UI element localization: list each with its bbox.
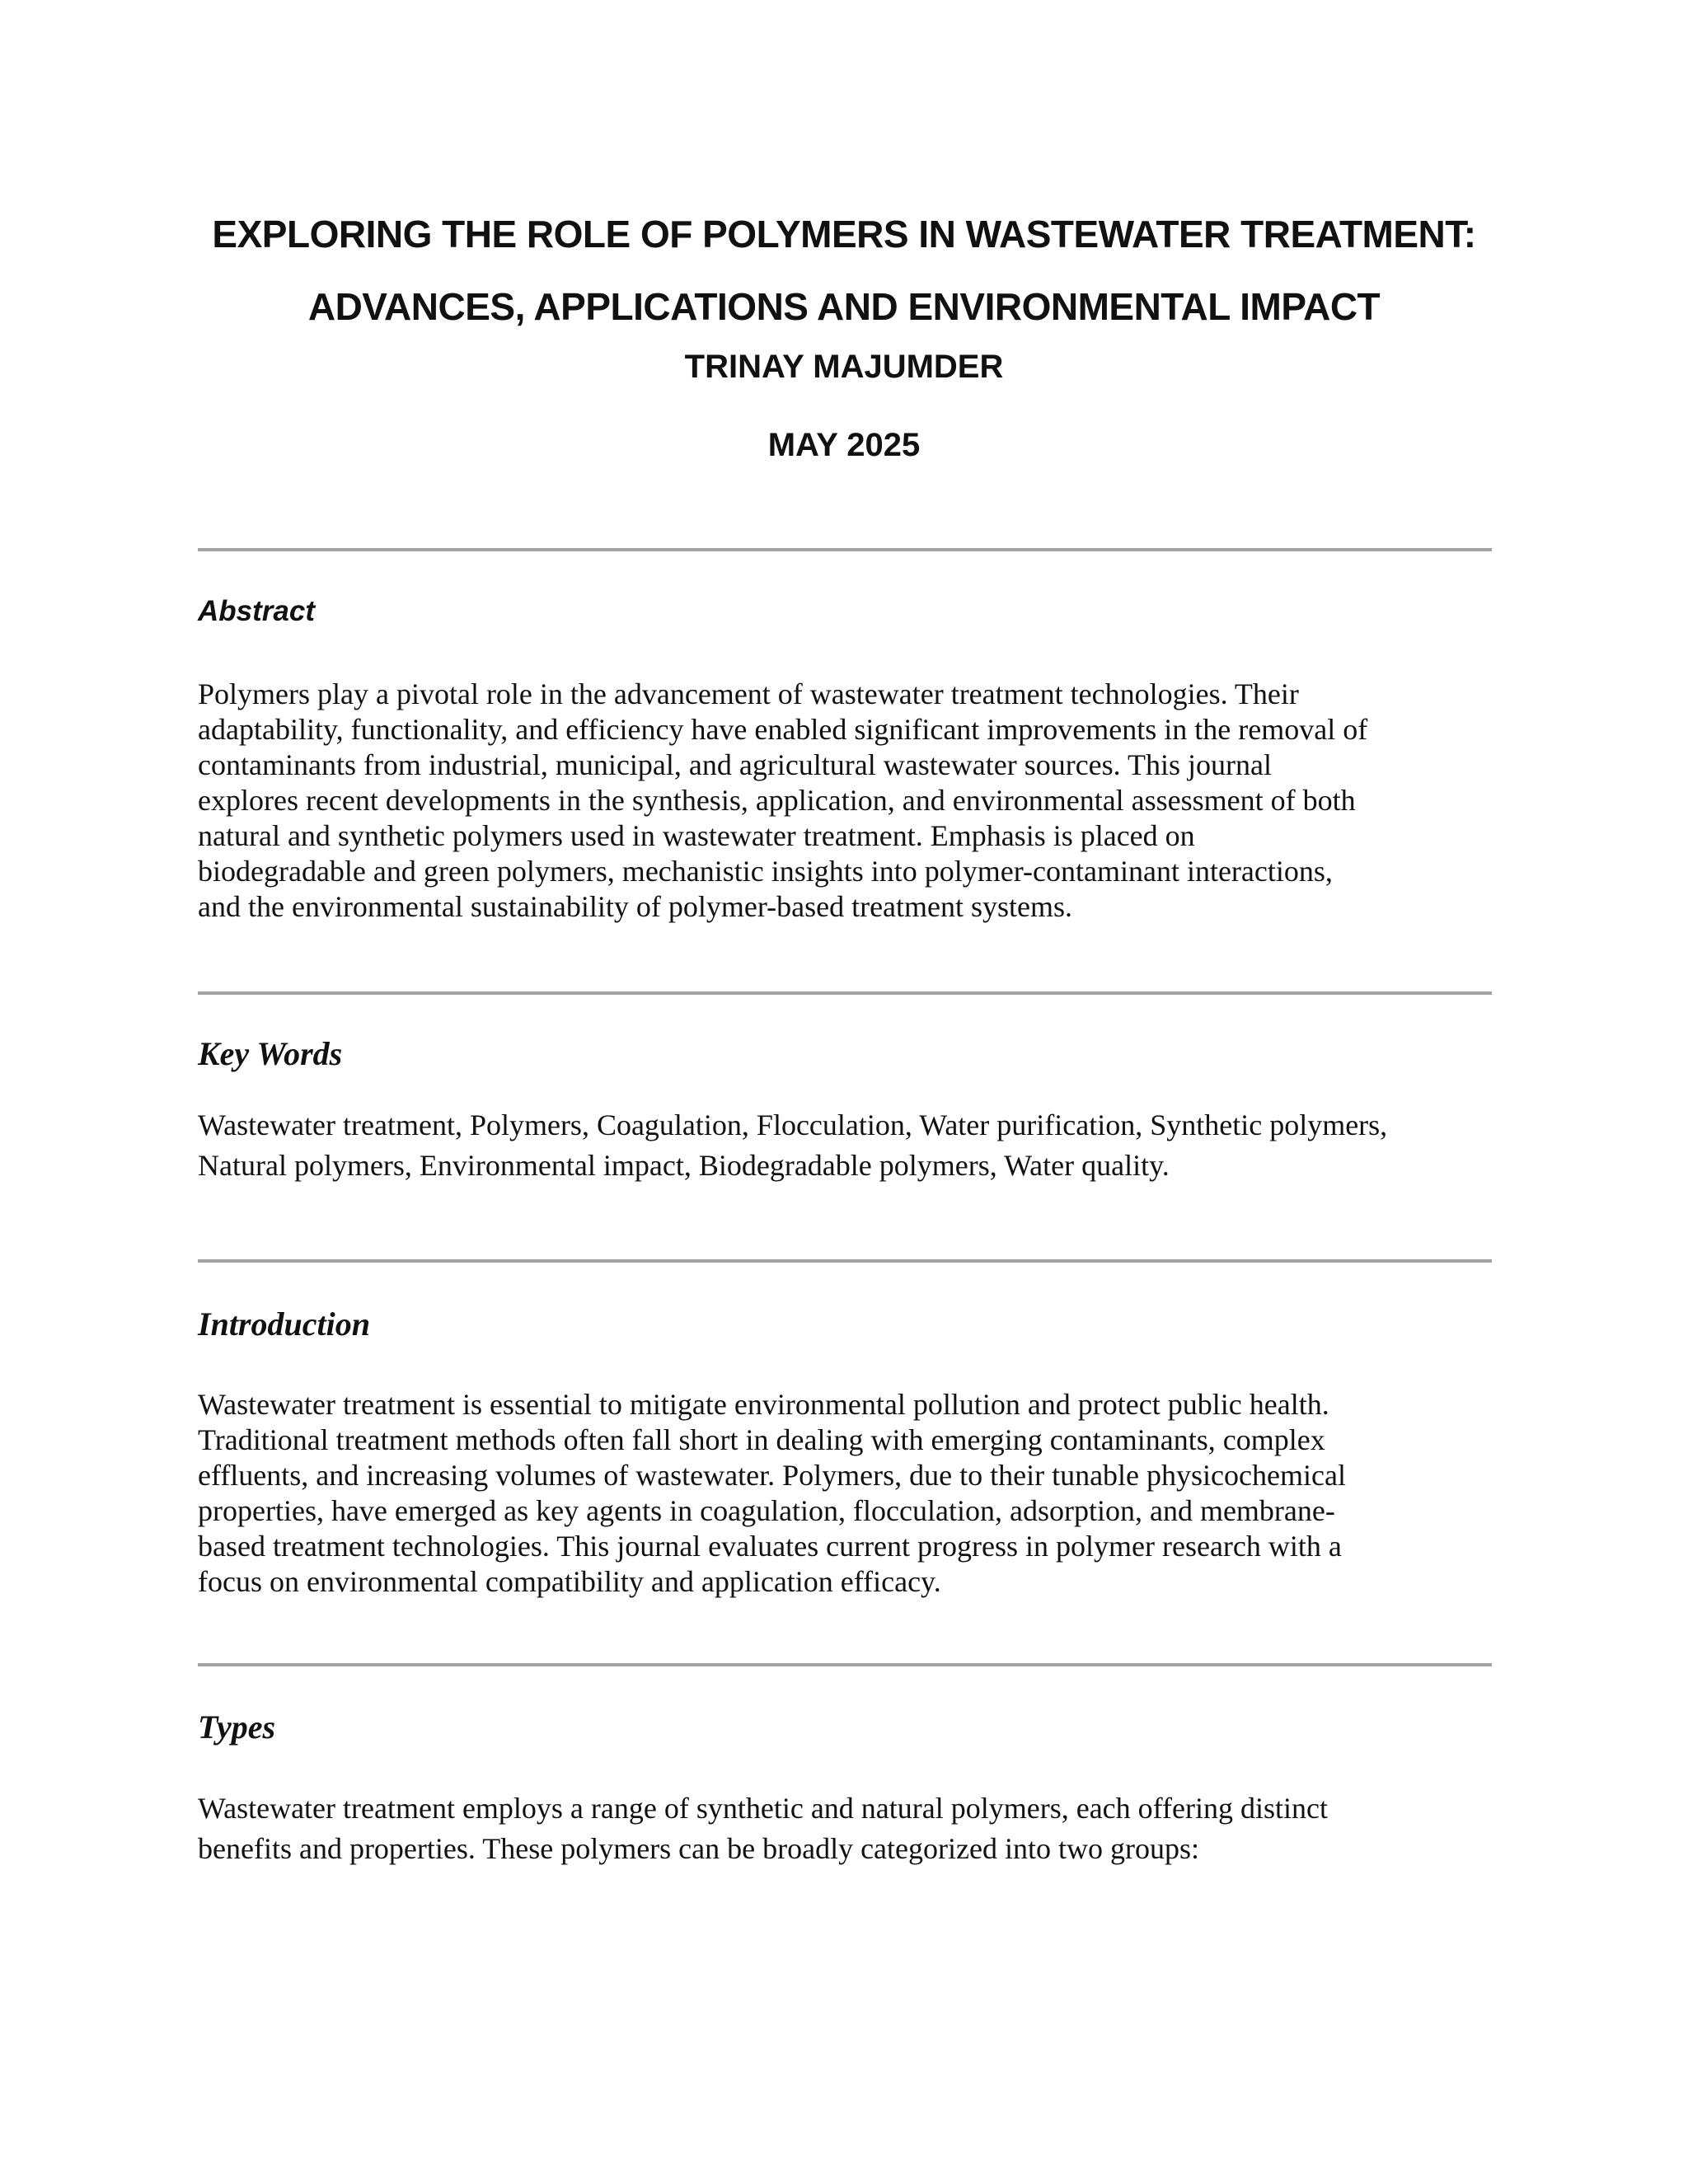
keywords-heading: Key Words: [198, 1035, 343, 1072]
publication-date: MAY 2025: [767, 427, 921, 463]
abstract-line: natural and synthetic polymers used in wastewater treatment. Emphasis is placed on: [198, 819, 1195, 852]
abstract-line: and the environmental sustainability of polymer-based treatment systems.: [198, 890, 1073, 923]
introduction-line: Wastewater treatment is essential to mitigate environmental pollution and protect public health.: [198, 1388, 1329, 1421]
section-divider: [198, 991, 1492, 995]
abstract-line: contaminants from industrial, municipal, and agricultural wastewater sources. This journal: [198, 748, 1272, 781]
title-line: ADVANCES, APPLICATIONS AND ENVIRONMENTAL IMPACT: [307, 285, 1381, 328]
abstract-text: [198, 677, 1500, 925]
introduction-line: based treatment technologies. This journal evaluates current progress in polymer research with a: [198, 1530, 1342, 1563]
keywords-text: [198, 1105, 1500, 1186]
introduction-line: focus on environmental compatibility and application efficacy.: [198, 1565, 941, 1598]
abstract-heading: Abstract: [198, 595, 315, 627]
introduction-heading: Introduction: [198, 1305, 370, 1343]
introduction-line: Traditional treatment methods often fall short in dealing with emerging contaminants, complex: [198, 1423, 1325, 1456]
introduction-line: effluents, and increasing volumes of wastewater. Polymers, due to their tunable physicochemical: [198, 1459, 1346, 1492]
abstract-line: adaptability, functionality, and efficiency have enabled significant improvements in the removal of: [198, 713, 1368, 746]
introduction-line: properties, have emerged as key agents in coagulation, flocculation, adsorption, and membrane-: [198, 1494, 1335, 1527]
types-line: benefits and properties. These polymers can be broadly categorized into two groups:: [198, 1832, 1199, 1865]
keywords-line: Wastewater treatment, Polymers, Coagulation, Flocculation, Water purification, Synthetic polymers,: [198, 1108, 1388, 1141]
abstract-line: Polymers play a pivotal role in the advancement of wastewater treatment technologies. Their: [198, 677, 1299, 710]
author-name: TRINAY MAJUMDER: [684, 349, 1004, 385]
keywords-line: Natural polymers, Environmental impact, Biodegradable polymers, Water quality.: [198, 1149, 1170, 1182]
section-divider: [198, 548, 1492, 551]
types-line: Wastewater treatment employs a range of synthetic and natural polymers, each offering distinct: [198, 1792, 1328, 1825]
section-divider: [198, 1663, 1492, 1666]
types-text: [198, 1788, 1500, 1869]
paper-title: [148, 198, 1540, 343]
section-divider: [198, 1259, 1492, 1263]
abstract-line: biodegradable and green polymers, mechanistic insights into polymer-contaminant interactions,: [198, 855, 1333, 888]
introduction-text: [198, 1387, 1500, 1600]
types-heading: Types: [198, 1708, 276, 1746]
title-line: EXPLORING THE ROLE OF POLYMERS IN WASTEWATER TREATMENT:: [212, 213, 1476, 255]
abstract-line: explores recent developments in the synthesis, application, and environmental assessment of both: [198, 784, 1356, 817]
